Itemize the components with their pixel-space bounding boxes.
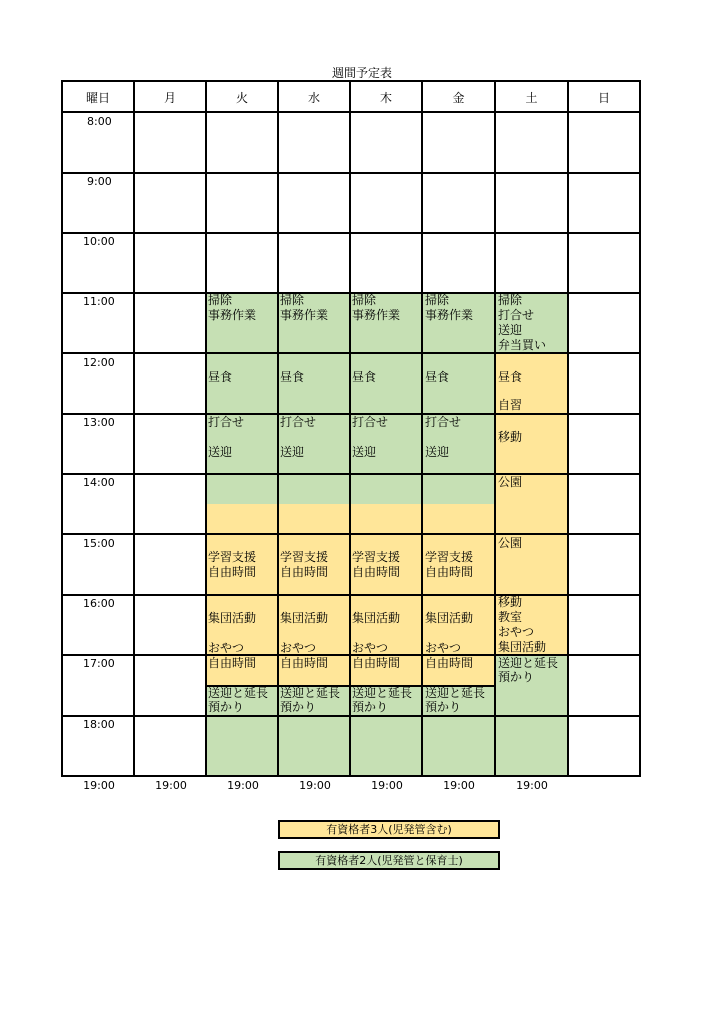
fri-custody: 預かり xyxy=(425,700,462,714)
thu-office-work: 事務作業 xyxy=(352,308,401,322)
sat-transport: 送迎 xyxy=(498,323,523,337)
sat-meeting: 打合せ xyxy=(498,308,535,322)
grid-line xyxy=(205,80,207,777)
tue-transport-ext: 送迎と延長 xyxy=(208,686,269,700)
wed-study-support: 学習支援 xyxy=(280,550,329,564)
fri-meeting: 打合せ xyxy=(425,415,462,429)
thu-free-time2: 自由時間 xyxy=(352,656,401,670)
time-label: 18:00 xyxy=(83,718,115,731)
time-label: 9:00 xyxy=(87,175,112,188)
grid-line xyxy=(349,80,351,777)
sat-self-study: 自習 xyxy=(498,398,523,412)
sat-cleaning: 掃除 xyxy=(498,293,523,307)
wed-cleaning: 掃除 xyxy=(280,293,305,307)
grid-line xyxy=(133,80,135,777)
fri-study-support: 学習支援 xyxy=(425,550,474,564)
grid-line xyxy=(61,775,641,777)
thu-meeting: 打合せ xyxy=(352,415,389,429)
tue-cleaning: 掃除 xyxy=(208,293,233,307)
sat-snack: おやつ xyxy=(498,625,535,639)
footer-time: 19:00 xyxy=(299,779,331,792)
thu-cleaning: 掃除 xyxy=(352,293,377,307)
tue-office-work: 事務作業 xyxy=(208,308,257,322)
sat-custody: 預かり xyxy=(498,670,535,684)
tue-lunch: 昼食 xyxy=(208,370,233,384)
grid-line xyxy=(61,80,641,82)
header-day-tue: 火 xyxy=(235,91,248,105)
thu-lunch: 昼食 xyxy=(352,370,377,384)
time-label: 14:00 xyxy=(83,476,115,489)
fri-free-time2: 自由時間 xyxy=(425,656,474,670)
header-day-wed: 水 xyxy=(307,91,320,105)
tue-study-support: 学習支援 xyxy=(208,550,257,564)
footer-time: 19:00 xyxy=(227,779,259,792)
time-label: 11:00 xyxy=(83,295,115,308)
time-label: 12:00 xyxy=(83,356,115,369)
tue-transport: 送迎 xyxy=(208,445,233,459)
grid-line xyxy=(421,80,423,777)
thu-custody: 預かり xyxy=(352,700,389,714)
fri-transport: 送迎 xyxy=(425,445,450,459)
footer-time: 19:00 xyxy=(371,779,403,792)
time-label: 15:00 xyxy=(83,537,115,550)
grid-line xyxy=(639,80,641,777)
fri-group-activity: 集団活動 xyxy=(425,611,474,625)
fri-office-work: 事務作業 xyxy=(425,308,474,322)
schedule-title: 週間予定表 xyxy=(331,66,392,80)
grid-line xyxy=(61,352,641,354)
sat-classroom: 教室 xyxy=(498,610,523,624)
wed-transport-ext: 送迎と延長 xyxy=(280,686,341,700)
grid-line xyxy=(494,80,496,777)
header-day-thu: 木 xyxy=(379,91,392,105)
footer-time: 19:00 xyxy=(443,779,475,792)
tue-snack: おやつ xyxy=(208,641,245,655)
time-label: 13:00 xyxy=(83,416,115,429)
sat-lunch: 昼食 xyxy=(498,370,523,384)
wed-transport: 送迎 xyxy=(280,445,305,459)
time-label: 8:00 xyxy=(87,115,112,128)
wed-snack: おやつ xyxy=(280,641,317,655)
grid-line xyxy=(567,80,569,777)
thu-snack: おやつ xyxy=(352,641,389,655)
legend-two-qualified: 有資格者2人(児発管と保育士) xyxy=(278,851,500,870)
footer-time: 19:00 xyxy=(155,779,187,792)
tue-group-activity: 集団活動 xyxy=(208,611,257,625)
grid-line xyxy=(61,413,641,415)
tue-custody: 預かり xyxy=(208,700,245,714)
footer-time: 19:00 xyxy=(83,779,115,792)
grid-line xyxy=(61,473,641,475)
grid-line xyxy=(61,715,641,717)
header-day-sun: 日 xyxy=(597,91,610,105)
thu-transport: 送迎 xyxy=(352,445,377,459)
sat-move: 移動 xyxy=(498,430,523,444)
sat-park-2: 公園 xyxy=(498,536,523,550)
sat-park-1: 公園 xyxy=(498,475,523,489)
wed-office-work: 事務作業 xyxy=(280,308,329,322)
sat-transport-ext: 送迎と延長 xyxy=(498,656,559,670)
tue-free-time: 自由時間 xyxy=(208,565,257,579)
header-day-mon: 月 xyxy=(163,91,176,105)
grid-line xyxy=(61,533,641,535)
grid-line xyxy=(61,594,641,596)
header-day-fri: 金 xyxy=(452,91,465,105)
tue-free-time2: 自由時間 xyxy=(208,656,257,670)
time-label: 10:00 xyxy=(83,235,115,248)
thu-transport-ext: 送迎と延長 xyxy=(352,686,413,700)
time-label: 16:00 xyxy=(83,597,115,610)
fri-snack: おやつ xyxy=(425,641,462,655)
wed-meeting: 打合せ xyxy=(280,415,317,429)
grid-line xyxy=(277,80,279,777)
thu-free-time: 自由時間 xyxy=(352,565,401,579)
wed-lunch: 昼食 xyxy=(280,370,305,384)
grid-line xyxy=(61,111,641,113)
thu-group-activity: 集団活動 xyxy=(352,611,401,625)
grid-line xyxy=(61,80,63,777)
grid-line xyxy=(61,172,641,174)
sat-group-activity: 集団活動 xyxy=(498,640,547,654)
fri-lunch: 昼食 xyxy=(425,370,450,384)
tue-meeting: 打合せ xyxy=(208,415,245,429)
wed-free-time: 自由時間 xyxy=(280,565,329,579)
wed-custody: 預かり xyxy=(280,700,317,714)
grid-line xyxy=(61,232,641,234)
weekly-schedule-grid xyxy=(61,80,641,777)
thu-study-support: 学習支援 xyxy=(352,550,401,564)
time-label: 17:00 xyxy=(83,657,115,670)
header-corner: 曜日 xyxy=(85,91,110,105)
legend-three-qualified: 有資格者3人(児発管含む) xyxy=(278,820,500,839)
grid-line xyxy=(61,292,641,294)
wed-group-activity: 集団活動 xyxy=(280,611,329,625)
header-day-sat: 土 xyxy=(525,91,538,105)
fri-cleaning: 掃除 xyxy=(425,293,450,307)
footer-time: 19:00 xyxy=(516,779,548,792)
fri-free-time: 自由時間 xyxy=(425,565,474,579)
fri-transport-ext: 送迎と延長 xyxy=(425,686,486,700)
sat-bento: 弁当買い xyxy=(498,338,547,352)
sat-move-2: 移動 xyxy=(498,595,523,609)
wed-free-time2: 自由時間 xyxy=(280,656,329,670)
